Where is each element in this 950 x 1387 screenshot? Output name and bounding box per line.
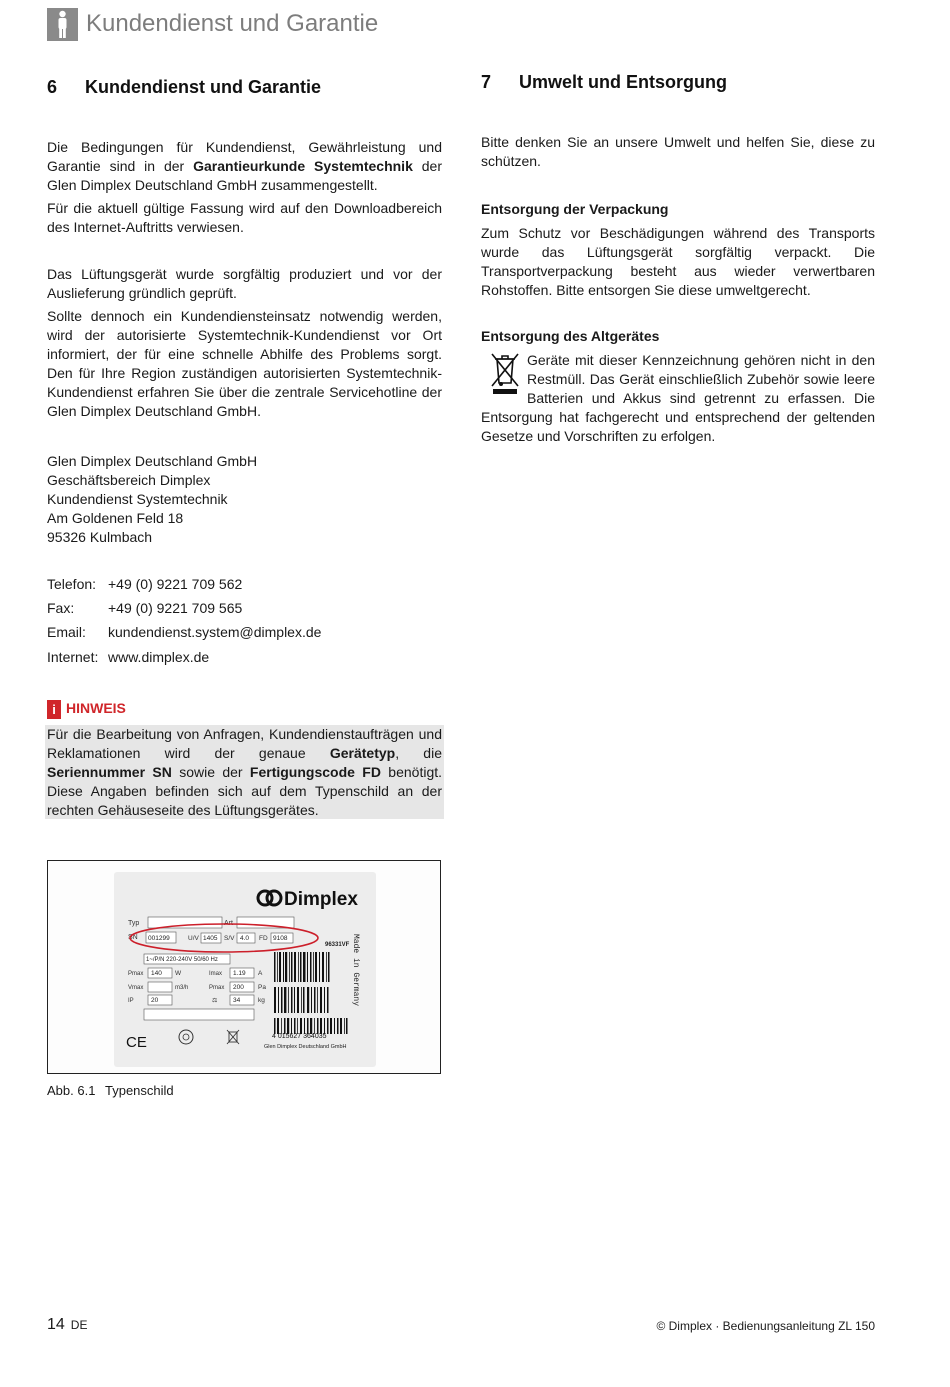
figure-caption <box>47 1083 174 1098</box>
caption-text: Typenschild <box>105 1083 174 1098</box>
download-paragraph: Für die aktuell gültige Fassung wird auf den Downloadbereich des Internet-Auftritts verwiesen. <box>47 200 442 235</box>
svg-text:m3/h: m3/h <box>175 985 189 991</box>
svg-text:kg: kg <box>258 997 265 1004</box>
svg-text:S/V: S/V <box>224 935 235 942</box>
svg-text:1.19: 1.19 <box>233 970 246 977</box>
svg-text:Typ: Typ <box>128 920 140 927</box>
contact-internet: Internet: www.dimplex.de <box>47 649 210 665</box>
type-plate <box>114 872 376 1067</box>
svg-text:A: A <box>258 970 263 977</box>
section-6-heading <box>47 77 321 98</box>
svg-text:⚖: ⚖ <box>212 998 218 1004</box>
svg-text:U/V: U/V <box>188 935 199 942</box>
svg-text:4.0: 4.0 <box>240 935 250 942</box>
dimplex-logo-icon <box>258 891 281 905</box>
svg-text:9108: 9108 <box>273 935 288 942</box>
crossed-bin-icon <box>227 1030 239 1044</box>
svg-text:Pmax: Pmax <box>128 971 144 977</box>
section-title: Kundendienst und Garantie <box>85 77 322 97</box>
svg-text:Made in Germany: Made in Germany <box>351 934 360 1007</box>
warranty-paragraph: Die Bedingungen für Kundendienst, Gewährleistung und Garantie sind in der Garantieurkunde Systemtechnik der Glen Dimplex Deutschland GmbH zusammengestellt. <box>47 139 442 193</box>
header-title: Kundendienst und Garantie <box>86 10 379 37</box>
packaging-paragraph: Zum Schutz vor Beschädigungen während des Transports wurde das Lüftungsgerät sorgfältig verpackt. Die Transportverpackung besteht aus wieder verwertbaren Rohstoffen. Bitte entsorgen Sie diese umweltgerecht. <box>481 225 875 298</box>
section-7-heading <box>481 72 727 93</box>
quality-seal-icon <box>179 1030 193 1044</box>
section-title: Umwelt und Entsorgung <box>519 72 727 92</box>
footer-copyright: © Dimplex · Bedienungsanleitung ZL 150 <box>656 1319 875 1333</box>
address-line: Geschäftsbereich Dimplex <box>47 472 211 488</box>
svg-text:1~/P/N 220-240V 50/60 Hz: 1~/P/N 220-240V 50/60 Hz <box>146 957 218 963</box>
contact-email: Email: kundendienst.system@dimplex.de <box>47 624 322 640</box>
language-code: DE <box>70 1318 88 1332</box>
svg-text:20: 20 <box>151 997 159 1004</box>
address-block <box>47 452 257 547</box>
info-icon: i <box>47 700 61 719</box>
svg-text:Imax: Imax <box>209 971 223 977</box>
svg-text:001299: 001299 <box>148 935 170 942</box>
note-label: HINWEIS <box>66 700 126 717</box>
left-body <box>47 138 442 421</box>
address-line: Am Goldenen Feld 18 <box>47 510 184 526</box>
svg-text:Pmax: Pmax <box>209 985 225 991</box>
svg-text:200: 200 <box>233 984 244 991</box>
production-paragraph: Das Lüftungsgerät wurde sorgfältig produziert und vor der Auslieferung gründlich geprüft. <box>47 266 442 301</box>
address-line: Kundendienst Systemtechnik <box>47 491 228 507</box>
svg-text:34: 34 <box>233 997 241 1004</box>
type-plate-figure <box>47 860 441 1074</box>
address-line: Glen Dimplex Deutschland GmbH <box>47 453 258 469</box>
section-number: 6 <box>47 77 58 97</box>
contact-fax: Fax: +49 (0) 9221 709 565 <box>47 600 243 616</box>
svg-text:FD: FD <box>259 935 268 942</box>
svg-text:1405: 1405 <box>203 935 218 942</box>
svg-text:Glen Dimplex Deutschland GmbH: Glen Dimplex Deutschland GmbH <box>264 1044 347 1050</box>
address-line: 95326 Kulmbach <box>47 529 153 545</box>
note-heading <box>47 700 126 719</box>
disposal-paragraph: Geräte mit dieser Kennzeichnung gehören nicht in den Restmüll. Das Gerät einschließlich Zubehör sowie leere Batterien und Akkus sind getrennt zu erfassen. Die Entsorgung hat fachgerecht und entsprechend der geltenden Gesetze und Vorschriften zu erfolgen. <box>481 352 875 444</box>
ce-mark-icon: CE <box>126 1034 147 1051</box>
svg-text:Art: Art <box>224 920 233 927</box>
service-paragraph: Sollte dennoch ein Kundendiensteinsatz notwendig werden, wird der autorisierte Systemtechnik-Kundendienst vor Ort informiert, der für eine schnelle Abhilfe des Problems sorgt. Den für Ihre Region zuständigen autorisierten Systemtechnik-Kundendienst erfahren Sie über die zentrale Servicehotline der Glen Dimplex Deutschland GmbH. <box>47 308 442 419</box>
environment-paragraph: Bitte denken Sie an unsere Umwelt und helfen Sie, diese zu schützen. <box>481 134 875 169</box>
section-number: 7 <box>481 72 492 92</box>
svg-text:96331VF: 96331VF <box>325 942 350 948</box>
svg-text:IP: IP <box>128 998 134 1004</box>
website-link[interactable]: www.dimplex.de <box>108 649 210 665</box>
packaging-subheading: Entsorgung der Verpackung <box>481 201 669 217</box>
svg-text:4 015627 364035: 4 015627 364035 <box>272 1033 327 1040</box>
svg-text:140: 140 <box>151 970 162 977</box>
svg-text:Pa: Pa <box>258 984 266 991</box>
person-icon <box>47 8 78 41</box>
disposal-subheading: Entsorgung des Altgerätes <box>481 328 660 344</box>
note-text: Für die Bearbeitung von Anfragen, Kundendienstaufträgen und Reklamationen wird der genaue Gerätetyp, die Seriennummer SN sowie der Fertigungscode FD benötigt. Diese Angaben befinden sich auf dem Typenschild an der rechten Gehäuseseite des Lüftungsgerätes. <box>47 726 443 818</box>
barcode-icon <box>274 952 348 1034</box>
svg-text:W: W <box>175 970 182 977</box>
note-box <box>45 725 444 819</box>
contact-phone: Telefon: +49 (0) 9221 709 562 <box>47 576 243 592</box>
svg-text:SN: SN <box>128 934 138 941</box>
svg-text:Vmax: Vmax <box>128 985 144 991</box>
email-link[interactable]: kundendienst.system@dimplex.de <box>108 624 322 640</box>
caption-number: Abb. 6.1 <box>47 1083 96 1098</box>
plate-brand: Dimplex <box>284 889 358 910</box>
page-number: 14 DE <box>47 1316 88 1333</box>
